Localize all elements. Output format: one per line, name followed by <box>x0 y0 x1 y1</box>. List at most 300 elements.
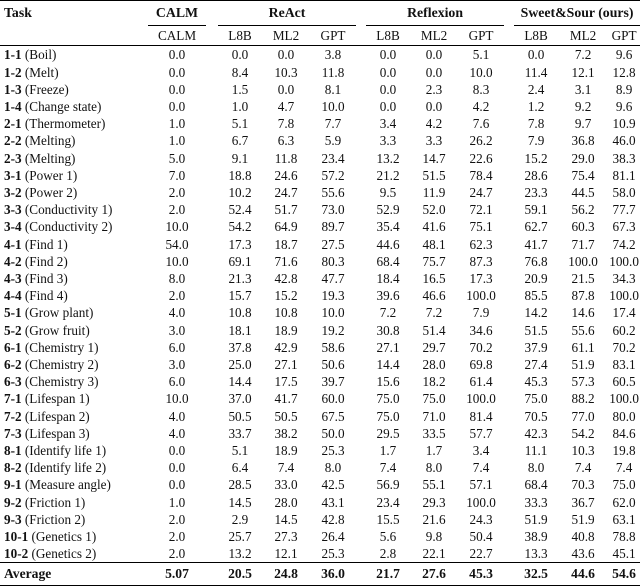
subheader-calm: CALM <box>148 26 206 46</box>
value-cell: 67.3 <box>612 219 636 235</box>
value-cell: 1.0 <box>231 99 249 114</box>
task-id: 2-2 <box>4 133 22 149</box>
table-row <box>0 218 640 235</box>
column-spacer <box>206 201 218 218</box>
value-cell: 37.8 <box>228 339 252 355</box>
column-spacer <box>356 511 366 528</box>
value-cell: 42.8 <box>274 271 298 287</box>
column-spacer <box>504 218 514 235</box>
column-spacer <box>206 98 218 115</box>
column-spacer <box>356 167 366 184</box>
value-cell: 10.0 <box>165 219 189 235</box>
table-row <box>0 132 640 149</box>
task-id: 4-3 <box>4 271 22 287</box>
column-spacer <box>356 390 366 407</box>
value-cell: 60.2 <box>612 322 636 338</box>
average-cell: 20.5 <box>218 563 262 586</box>
column-spacer <box>504 201 514 218</box>
task-id: 4-2 <box>4 253 22 269</box>
value-cell: 37.0 <box>228 391 252 407</box>
value-cell: 15.5 <box>376 511 400 527</box>
column-spacer <box>206 373 218 390</box>
value-cell: 3.1 <box>574 81 592 97</box>
table-row <box>0 287 640 304</box>
task-name-cell <box>0 390 148 407</box>
subheader-react-gpt: GPT <box>310 26 356 46</box>
value-cell: 29.3 <box>422 494 446 510</box>
task-id: 1-2 <box>4 64 22 80</box>
column-spacer <box>206 64 218 81</box>
column-spacer <box>206 184 218 201</box>
value-cell: 11.4 <box>524 64 548 80</box>
value-cell: 11.9 <box>422 185 446 201</box>
task-id: 4-1 <box>4 236 22 252</box>
column-spacer <box>504 373 514 390</box>
column-spacer <box>206 511 218 528</box>
value-cell: 15.6 <box>376 374 400 390</box>
subheader-sweet-l8b: L8B <box>514 26 558 46</box>
subheader-sweet-ml2: ML2 <box>558 26 608 46</box>
task-id: 3-4 <box>4 219 22 235</box>
task-name-cell <box>0 459 148 476</box>
group-header-sweet-sour: Sweet&Sour (ours) <box>514 1 640 26</box>
value-cell: 52.9 <box>376 202 400 218</box>
value-cell: 22.7 <box>469 546 493 562</box>
task-id: 2-1 <box>4 116 22 132</box>
value-cell: 60.0 <box>321 391 345 407</box>
value-cell: 10.0 <box>469 64 493 80</box>
group-header-reflexion: Reflexion <box>366 1 504 26</box>
value-cell: 7.8 <box>277 116 295 132</box>
average-cell: 36.0 <box>310 563 356 586</box>
value-cell: 9.8 <box>425 529 443 545</box>
value-cell: 7.4 <box>277 460 295 476</box>
task-label: (Find 1) <box>24 236 68 252</box>
value-cell: 41.7 <box>524 236 548 252</box>
value-cell: 7.4 <box>379 460 397 476</box>
value-cell: 40.8 <box>571 529 595 545</box>
task-id: 2-3 <box>4 150 22 166</box>
column-spacer <box>356 545 366 563</box>
column-spacer <box>206 304 218 321</box>
value-cell: 17.3 <box>228 236 252 252</box>
value-cell: 62.3 <box>469 236 493 252</box>
value-cell: 4.0 <box>168 425 186 441</box>
value-cell: 22.1 <box>422 546 446 562</box>
subheader-sweet-gpt: GPT <box>608 26 640 46</box>
task-id: 6-1 <box>4 339 22 355</box>
value-cell: 14.4 <box>376 357 400 373</box>
task-id: 7-3 <box>4 425 22 441</box>
value-cell: 42.9 <box>274 339 298 355</box>
value-cell: 27.3 <box>274 529 298 545</box>
value-cell: 14.5 <box>274 511 298 527</box>
column-spacer <box>206 322 218 339</box>
task-name-cell <box>0 339 148 356</box>
task-label: (Conductivity 2) <box>24 219 113 235</box>
task-label: (Friction 2) <box>24 511 86 527</box>
column-spacer <box>504 132 514 149</box>
value-cell: 75.0 <box>376 408 400 424</box>
task-name-cell <box>0 64 148 81</box>
value-cell: 8.1 <box>324 81 342 97</box>
value-cell: 34.3 <box>612 271 636 287</box>
value-cell: 29.0 <box>571 150 595 166</box>
value-cell: 100.0 <box>466 494 496 510</box>
value-cell: 10.8 <box>228 305 252 321</box>
column-spacer <box>206 494 218 511</box>
value-cell: 51.7 <box>274 202 298 218</box>
task-name-cell <box>0 373 148 390</box>
value-cell: 38.2 <box>274 425 298 441</box>
column-spacer <box>504 184 514 201</box>
value-cell: 7.0 <box>168 167 186 183</box>
value-cell: 18.9 <box>274 443 298 459</box>
average-cell: 44.6 <box>558 563 608 586</box>
value-cell: 100.0 <box>466 391 496 407</box>
value-cell: 3.4 <box>472 443 490 459</box>
task-id: 5-1 <box>4 305 22 321</box>
value-cell: 62.0 <box>612 494 636 510</box>
value-cell: 47.7 <box>321 271 345 287</box>
value-cell: 18.9 <box>274 322 298 338</box>
value-cell: 41.7 <box>274 391 298 407</box>
task-label: (Thermometer) <box>24 116 106 132</box>
value-cell: 21.5 <box>571 271 595 287</box>
value-cell: 2.0 <box>168 185 186 201</box>
value-cell: 58.6 <box>321 339 345 355</box>
average-cell: 32.5 <box>514 563 558 586</box>
value-cell: 3.3 <box>379 133 397 149</box>
value-cell: 57.1 <box>469 477 493 493</box>
task-name-cell <box>0 218 148 235</box>
value-cell: 0.0 <box>168 81 186 97</box>
column-spacer <box>206 218 218 235</box>
value-cell: 23.4 <box>321 150 345 166</box>
value-cell: 60.3 <box>571 219 595 235</box>
table-row <box>0 150 640 167</box>
task-id: 5-2 <box>4 322 22 338</box>
value-cell: 7.2 <box>425 305 443 321</box>
value-cell: 1.7 <box>425 443 443 459</box>
table-row <box>0 356 640 373</box>
value-cell: 80.3 <box>321 253 345 269</box>
task-label: (Melting) <box>24 150 76 166</box>
column-spacer <box>356 339 366 356</box>
value-cell: 12.1 <box>274 546 298 562</box>
value-cell: 36.8 <box>571 133 595 149</box>
task-name-cell <box>0 494 148 511</box>
value-cell: 43.6 <box>571 546 595 562</box>
value-cell: 100.0 <box>466 288 496 304</box>
subheader-react-l8b: L8B <box>218 26 262 46</box>
value-cell: 55.6 <box>321 185 345 201</box>
value-cell: 8.3 <box>472 81 490 97</box>
task-label: (Find 4) <box>24 288 68 304</box>
column-spacer <box>206 425 218 442</box>
value-cell: 17.5 <box>274 374 298 390</box>
task-id: 9-3 <box>4 511 22 527</box>
task-id: 7-2 <box>4 408 22 424</box>
value-cell: 62.7 <box>524 219 548 235</box>
value-cell: 3.4 <box>379 116 397 132</box>
value-cell: 42.3 <box>524 425 548 441</box>
task-label: (Lifespan 2) <box>24 408 90 424</box>
column-spacer <box>504 115 514 132</box>
value-cell: 15.2 <box>524 150 548 166</box>
value-cell: 24.7 <box>274 185 298 201</box>
value-cell: 5.9 <box>324 133 342 149</box>
column-spacer <box>356 425 366 442</box>
task-name-cell <box>0 545 148 563</box>
value-cell: 0.0 <box>527 47 545 63</box>
value-cell: 39.7 <box>321 374 345 390</box>
task-name-cell <box>0 511 148 528</box>
value-cell: 2.0 <box>168 529 186 545</box>
value-cell: 9.7 <box>574 116 592 132</box>
value-cell: 1.0 <box>168 133 186 149</box>
table-row <box>0 46 640 64</box>
value-cell: 9.1 <box>231 150 249 166</box>
task-name-cell <box>0 132 148 149</box>
column-spacer <box>356 64 366 81</box>
value-cell: 5.0 <box>168 150 186 166</box>
value-cell: 27.5 <box>321 236 345 252</box>
value-cell: 30.8 <box>376 322 400 338</box>
value-cell: 1.7 <box>379 443 397 459</box>
task-name-cell <box>0 98 148 115</box>
task-label: (Melt) <box>24 64 59 80</box>
value-cell: 10.9 <box>612 116 636 132</box>
value-cell: 7.9 <box>472 305 490 321</box>
column-spacer <box>356 184 366 201</box>
value-cell: 6.3 <box>277 133 295 149</box>
value-cell: 19.8 <box>612 443 636 459</box>
value-cell: 7.2 <box>379 305 397 321</box>
value-cell: 61.1 <box>571 339 595 355</box>
column-spacer <box>504 46 514 64</box>
value-cell: 45.3 <box>524 374 548 390</box>
value-cell: 85.5 <box>524 288 548 304</box>
table-row <box>0 408 640 425</box>
subheader-reflexion-ml2: ML2 <box>410 26 458 46</box>
value-cell: 6.7 <box>231 133 249 149</box>
column-spacer <box>206 46 218 64</box>
value-cell: 46.6 <box>422 288 446 304</box>
value-cell: 6.4 <box>231 460 249 476</box>
task-label: (Freeze) <box>24 81 69 97</box>
value-cell: 5.1 <box>231 116 249 132</box>
task-id: 10-1 <box>4 529 29 545</box>
subheader-react-ml2: ML2 <box>262 26 310 46</box>
value-cell: 1.0 <box>168 116 186 132</box>
average-label: Average <box>0 563 148 586</box>
value-cell: 0.0 <box>168 477 186 493</box>
value-cell: 68.4 <box>376 253 400 269</box>
value-cell: 27.4 <box>524 357 548 373</box>
column-spacer <box>206 339 218 356</box>
task-id: 1-1 <box>4 47 22 63</box>
value-cell: 28.0 <box>274 494 298 510</box>
task-label: (Measure angle) <box>24 477 111 493</box>
table-row <box>0 528 640 545</box>
value-cell: 68.4 <box>524 477 548 493</box>
value-cell: 23.4 <box>376 494 400 510</box>
table-row <box>0 304 640 321</box>
value-cell: 57.3 <box>571 374 595 390</box>
value-cell: 7.4 <box>472 460 490 476</box>
value-cell: 7.8 <box>527 116 545 132</box>
value-cell: 61.4 <box>469 374 493 390</box>
value-cell: 75.7 <box>422 253 446 269</box>
value-cell: 28.6 <box>524 167 548 183</box>
value-cell: 0.0 <box>277 81 295 97</box>
value-cell: 22.6 <box>469 150 493 166</box>
value-cell: 29.7 <box>422 339 446 355</box>
task-name-cell <box>0 46 148 64</box>
value-cell: 3.3 <box>425 133 443 149</box>
value-cell: 0.0 <box>425 47 443 63</box>
value-cell: 44.6 <box>376 236 400 252</box>
value-cell: 2.3 <box>425 81 443 97</box>
value-cell: 6.0 <box>168 374 186 390</box>
value-cell: 0.0 <box>379 99 397 114</box>
value-cell: 4.0 <box>168 408 186 424</box>
value-cell: 2.0 <box>168 546 186 562</box>
value-cell: 44.5 <box>571 185 595 201</box>
task-id: 3-2 <box>4 185 22 201</box>
value-cell: 26.4 <box>321 529 345 545</box>
value-cell: 38.3 <box>612 150 636 166</box>
column-spacer <box>206 442 218 459</box>
value-cell: 25.0 <box>228 357 252 373</box>
value-cell: 87.3 <box>469 253 493 269</box>
value-cell: 21.6 <box>422 511 446 527</box>
value-cell: 2.4 <box>527 81 545 97</box>
value-cell: 71.7 <box>571 236 595 252</box>
value-cell: 9.5 <box>379 185 397 201</box>
value-cell: 24.7 <box>469 185 493 201</box>
value-cell: 7.4 <box>615 460 633 476</box>
value-cell: 71.6 <box>274 253 298 269</box>
task-id: 7-1 <box>4 391 22 407</box>
task-id: 6-2 <box>4 357 22 373</box>
value-cell: 16.5 <box>422 271 446 287</box>
task-label: (Change state) <box>24 99 102 114</box>
column-spacer <box>206 270 218 287</box>
value-cell: 70.2 <box>469 339 493 355</box>
table-row <box>0 270 640 287</box>
table-row <box>0 201 640 218</box>
value-cell: 54.2 <box>228 219 252 235</box>
value-cell: 81.1 <box>612 167 636 183</box>
value-cell: 2.8 <box>379 546 397 562</box>
task-id: 9-1 <box>4 477 22 493</box>
value-cell: 19.3 <box>321 288 345 304</box>
column-spacer <box>504 425 514 442</box>
column-spacer <box>356 218 366 235</box>
value-cell: 10.0 <box>165 253 189 269</box>
value-cell: 10.0 <box>165 391 189 407</box>
value-cell: 14.2 <box>524 305 548 321</box>
value-cell: 50.5 <box>228 408 252 424</box>
table-row <box>0 459 640 476</box>
value-cell: 11.8 <box>321 64 345 80</box>
value-cell: 10.8 <box>274 305 298 321</box>
value-cell: 9.2 <box>574 99 592 114</box>
task-name-cell <box>0 253 148 270</box>
value-cell: 70.5 <box>524 408 548 424</box>
value-cell: 50.0 <box>321 425 345 441</box>
value-cell: 24.3 <box>469 511 493 527</box>
value-cell: 0.0 <box>379 81 397 97</box>
value-cell: 75.1 <box>469 219 493 235</box>
task-label: (Find 3) <box>24 271 68 287</box>
value-cell: 78.8 <box>612 529 636 545</box>
column-spacer <box>504 304 514 321</box>
value-cell: 78.4 <box>469 167 493 183</box>
value-cell: 75.4 <box>571 167 595 183</box>
task-id: 4-4 <box>4 288 22 304</box>
table-row <box>0 184 640 201</box>
task-name-cell <box>0 236 148 253</box>
column-spacer <box>356 494 366 511</box>
value-cell: 7.4 <box>574 460 592 476</box>
table-row <box>0 64 640 81</box>
task-id: 1-4 <box>4 99 22 114</box>
value-cell: 28.5 <box>228 477 252 493</box>
value-cell: 64.9 <box>274 219 298 235</box>
column-spacer <box>206 528 218 545</box>
value-cell: 67.5 <box>321 408 345 424</box>
column-spacer <box>356 304 366 321</box>
table-row <box>0 236 640 253</box>
subheader-reflexion-l8b: L8B <box>366 26 410 46</box>
column-spacer <box>356 253 366 270</box>
column-spacer <box>504 545 514 563</box>
value-cell: 14.6 <box>571 305 595 321</box>
value-cell: 17.4 <box>612 305 636 321</box>
column-spacer <box>356 46 366 64</box>
value-cell: 51.9 <box>571 357 595 373</box>
column-spacer <box>356 408 366 425</box>
task-name-cell <box>0 425 148 442</box>
column-spacer <box>206 132 218 149</box>
value-cell: 0.0 <box>168 443 186 459</box>
value-cell: 1.5 <box>231 81 249 97</box>
value-cell: 8.0 <box>425 460 443 476</box>
value-cell: 25.3 <box>321 443 345 459</box>
value-cell: 35.4 <box>376 219 400 235</box>
table-row <box>0 167 640 184</box>
value-cell: 13.3 <box>524 546 548 562</box>
value-cell: 36.7 <box>571 494 595 510</box>
value-cell: 56.2 <box>571 202 595 218</box>
column-spacer <box>356 356 366 373</box>
value-cell: 27.1 <box>274 357 298 373</box>
value-cell: 4.0 <box>168 305 186 321</box>
value-cell: 10.3 <box>274 64 298 80</box>
table-row <box>0 545 640 563</box>
task-label: (Chemistry 1) <box>24 339 99 355</box>
value-cell: 41.6 <box>422 219 446 235</box>
value-cell: 21.2 <box>376 167 400 183</box>
value-cell: 21.3 <box>228 271 252 287</box>
table-row <box>0 425 640 442</box>
table-row <box>0 494 640 511</box>
average-row <box>0 563 640 586</box>
table-row <box>0 390 640 407</box>
